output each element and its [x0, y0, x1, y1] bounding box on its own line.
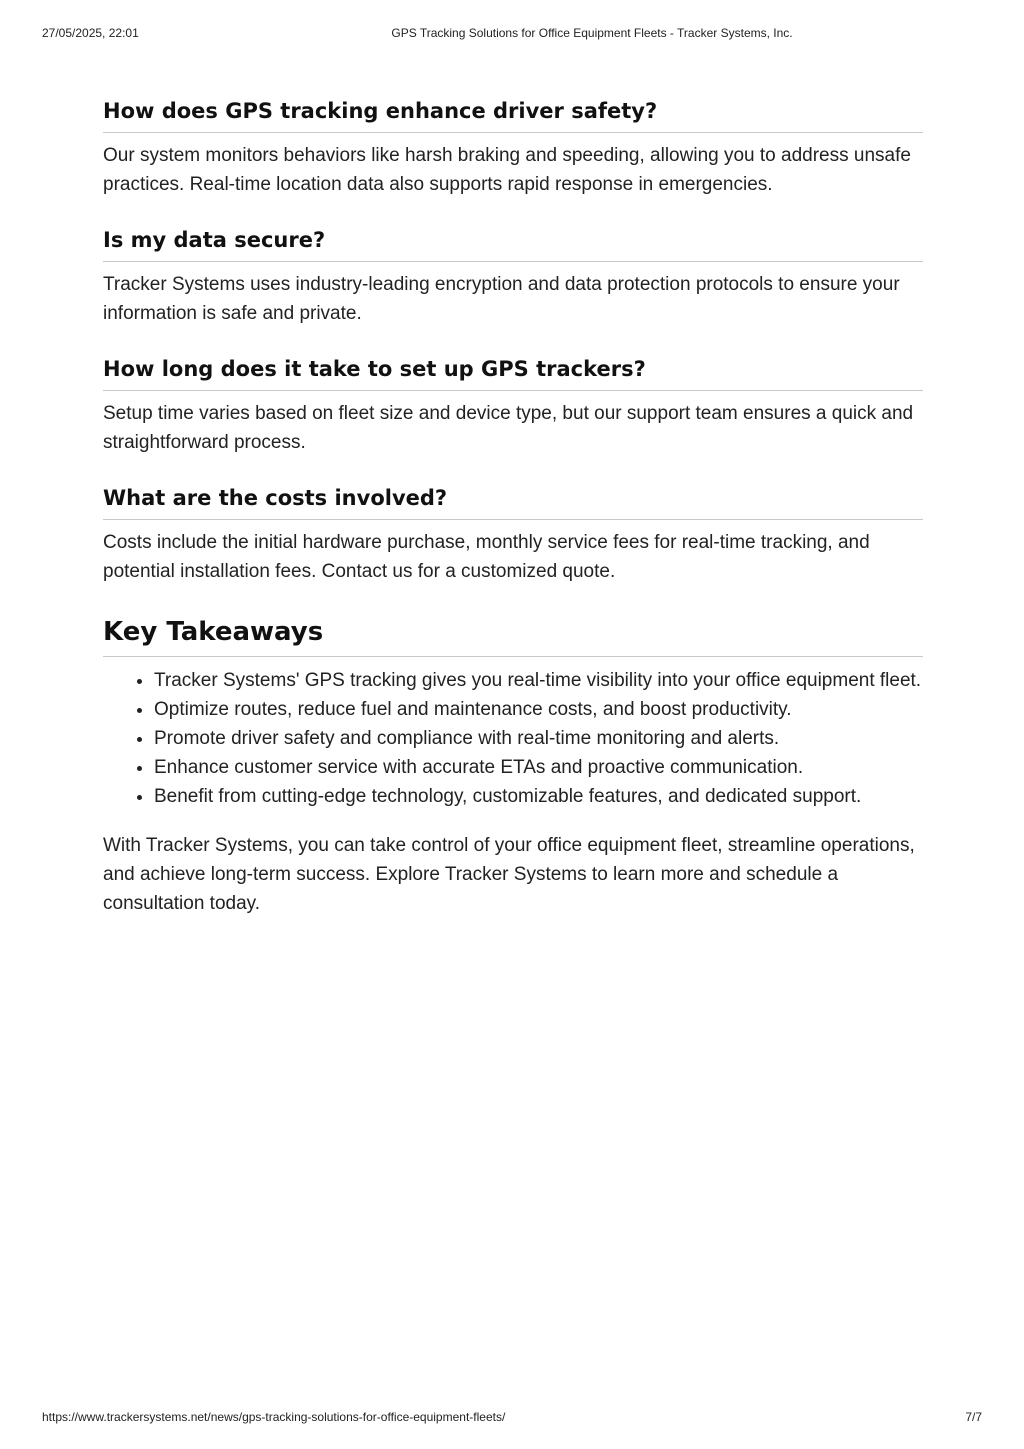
faq-item: [103, 354, 923, 457]
faq-question: Is my data secure?: [103, 225, 923, 262]
print-page-title: GPS Tracking Solutions for Office Equipment Fleets - Tracker Systems, Inc.: [391, 26, 793, 40]
key-takeaways-heading: Key Takeaways: [103, 614, 923, 657]
print-datetime: 27/05/2025, 22:01: [42, 26, 139, 40]
list-item: • Optimize routes, reduce fuel and maintenance costs, and boost productivity.: [154, 695, 923, 724]
faq-answer: Tracker Systems uses industry-leading encryption and data protection protocols to ensure your information is safe and private.: [103, 274, 900, 324]
key-takeaways-list: [103, 666, 923, 811]
faq-item: [103, 483, 923, 586]
print-header: [0, 26, 1024, 42]
faq-item: [103, 96, 923, 199]
faq-item: [103, 225, 923, 328]
list-item: • Tracker Systems' GPS tracking gives you real-time visibility into your office equipment fleet.: [154, 666, 923, 695]
faq-answer: Costs include the initial hardware purchase, monthly service fees for real-time tracking, and potential installation fees. Contact us for a customized quote.: [103, 532, 870, 582]
closing-paragraph: With Tracker Systems, you can take control of your office equipment fleet, streamline operations, and achieve long-term success. Explore Tracker Systems to learn more and schedule a consultation today.: [103, 835, 915, 914]
faq-answer: Setup time varies based on fleet size and device type, but our support team ensures a quick and straightforward process.: [103, 403, 914, 453]
faq-answer: Our system monitors behaviors like harsh braking and speeding, allowing you to address unsafe practices. Real-time location data also supports rapid response in emergencies.: [103, 145, 911, 195]
page-url: https://www.trackersystems.net/news/gps-tracking-solutions-for-office-equipment-fleets/: [42, 1410, 506, 1424]
list-item: • Enhance customer service with accurate ETAs and proactive communication.: [154, 753, 923, 782]
faq-question: How does GPS tracking enhance driver safety?: [103, 96, 923, 133]
page-number: 7/7: [965, 1410, 982, 1424]
list-item: • Promote driver safety and compliance with real-time monitoring and alerts.: [154, 724, 923, 753]
print-footer: [0, 1410, 1024, 1426]
faq-question: How long does it take to set up GPS trackers?: [103, 354, 923, 391]
faq-question: What are the costs involved?: [103, 483, 923, 520]
list-item: • Benefit from cutting-edge technology, customizable features, and dedicated support.: [154, 782, 923, 811]
article-content: [103, 96, 923, 918]
